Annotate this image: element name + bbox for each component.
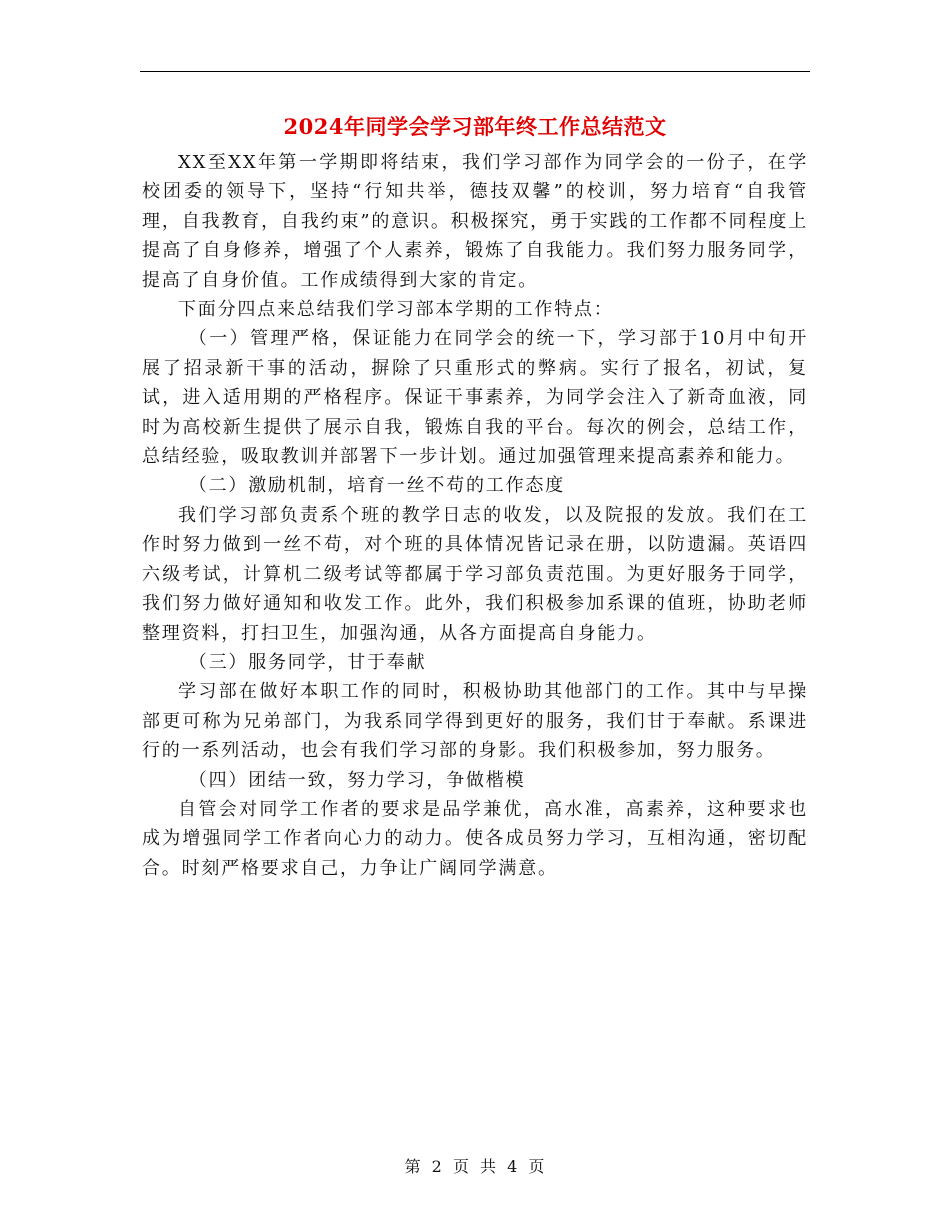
paragraph-intro: XX至XX年第一学期即将结束，我们学习部作为同学会的一份子，在学校团委的领导下，坚持“行知共举，德技双馨”的校训，努力培育“自我管理，自我教育，自我约束”的意识。积极探究，勇于实践的工作都不同程度上提高了自身修养，增强了个人素养，锻炼了自我能力。我们努力服务同学，提高了自身价值。工作成绩得到大家的肯定。 (142, 152, 808, 291)
header-rule (140, 71, 810, 72)
page-number-footer: 第 2 页 共 4 页 (404, 1157, 546, 1176)
paragraph-section-3: 学习部在做好本职工作的同时，积极协助其他部门的工作。其中与早操部更可称为兄弟部门，为我系同学得到更好的服务，我们甘于奉献。系课进行的一系列活动，也会有我们学习部的身影。我们积极参加，努力服务。 (142, 681, 808, 762)
heading-section-2: （二）激励机制，培育一丝不苟的工作态度 (188, 475, 565, 497)
paragraph-section-2: 我们学习部负责系个班的教学日志的收发，以及院报的发放。我们在工作时努力做到一丝不苟，对个班的具体情况皆记录在册，以防遗漏。英语四六级考试，计算机二级考试等都属于学习部负责范围。为更好服务于同学，我们努力做好通知和收发工作。此外，我们积极参加系课的值班，协助老师整理资料，打扫卫生，加强沟通，从各方面提高自身能力。 (142, 504, 808, 644)
heading-section-3: （三）服务同学，甘于奉献 (188, 651, 427, 673)
paragraph-section-1: （一）管理严格，保证能力在同学会的统一下，学习部于10月中旬开展了招录新干事的活动，摒除了只重形式的弊病。实行了报名，初试，复试，进入适用期的严格程序。保证干事素养，为同学会注入了新奇血液，同时为高校新生提供了展示自我，锻炼自我的平台。每次的例会，总结工作，总结经验，吸取教训并部署下一步计划。通过加强管理来提高素养和能力。 (142, 328, 808, 468)
document-body (142, 148, 808, 883)
paragraph-overview: 下面分四点来总结我们学习部本学期的工作特点： (178, 299, 614, 321)
document-title: 2024年同学会学习部年终工作总结范文 (283, 114, 667, 139)
paragraph-section-4: 自管会对同学工作者的要求是品学兼优，高水准，高素养，这种要求也成为增强同学工作者向心力的动力。使各成员努力学习，互相沟通，密切配合。时刻严格要求自己，力争让广阔同学满意。 (142, 798, 808, 879)
heading-section-4: （四）团结一致，努力学习，争做楷模 (188, 769, 526, 791)
